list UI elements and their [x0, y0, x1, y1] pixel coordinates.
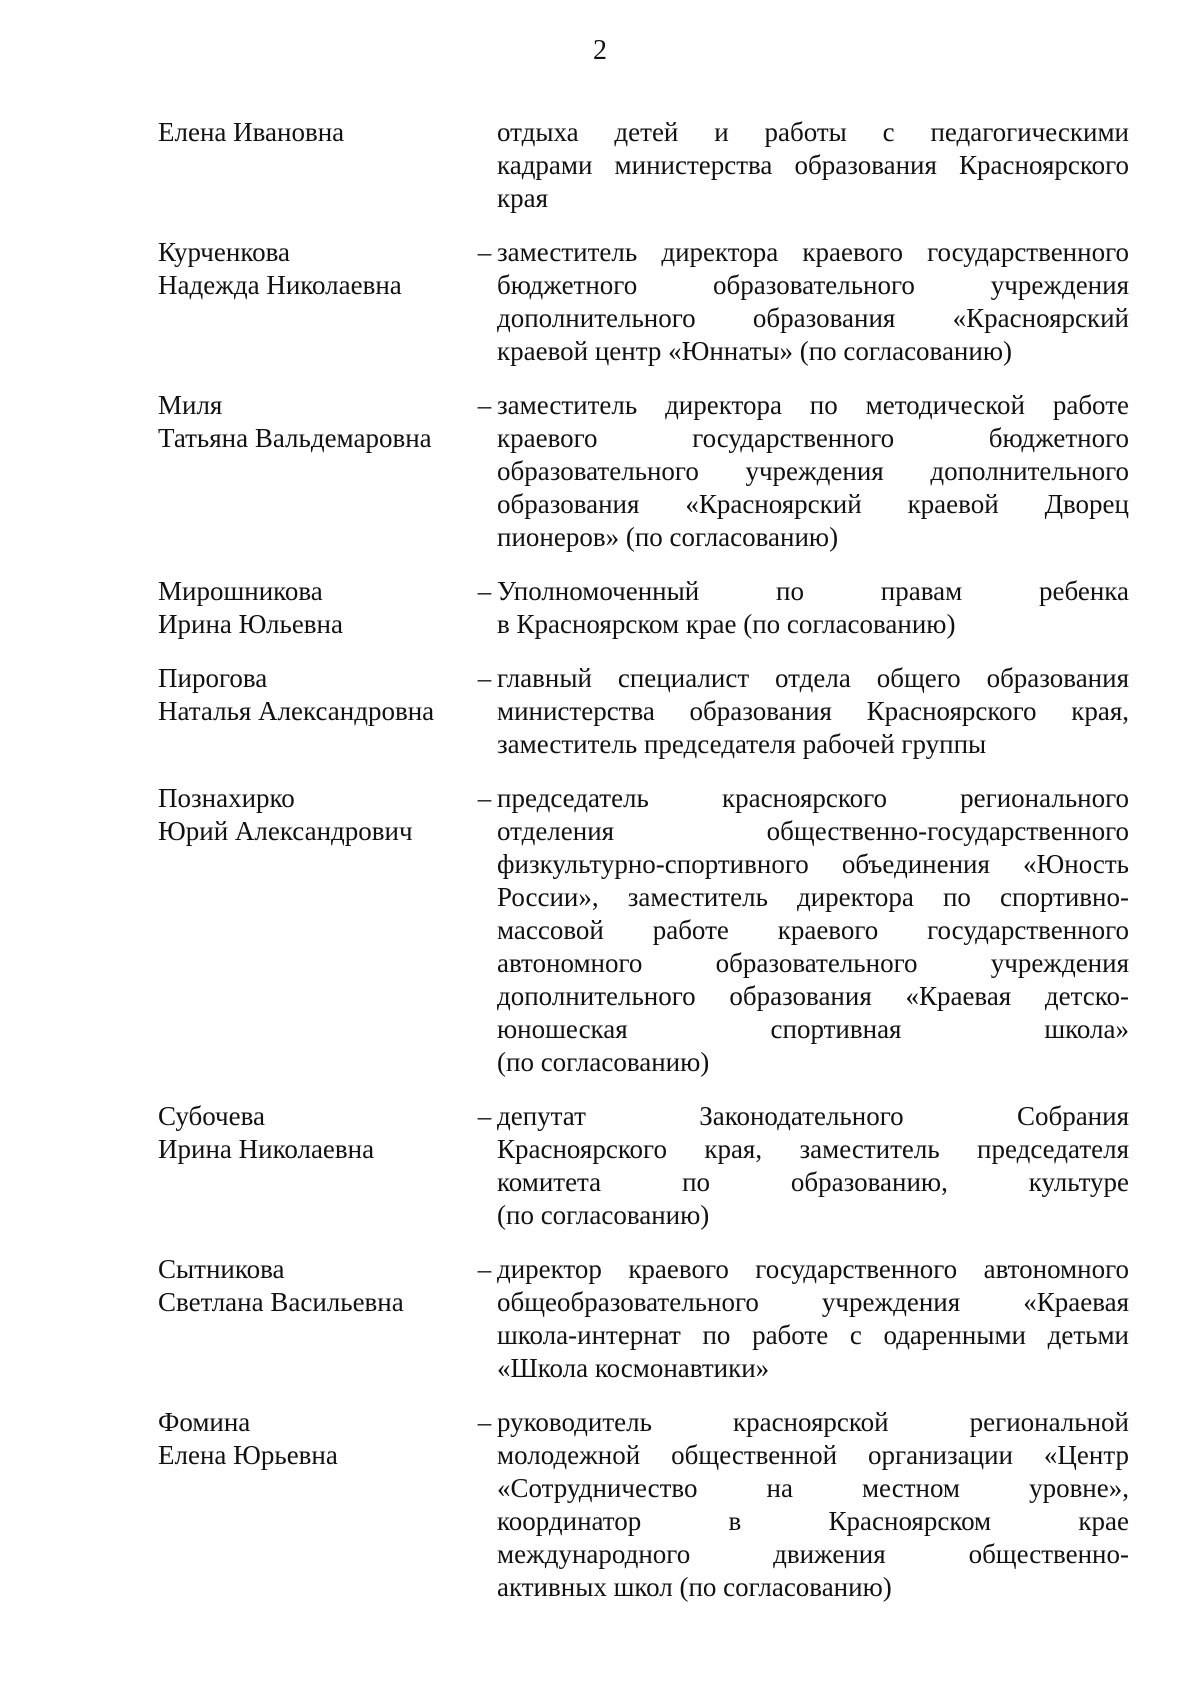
role-line: директор краевого государственного автономного [497, 1254, 1129, 1284]
role-line: образовательного учреждения дополнительного [497, 456, 1129, 486]
member-entry [158, 236, 1132, 368]
role-line: кадрами министерства образования Красноярского [497, 150, 1129, 180]
member-last-name: Познахирко [158, 783, 295, 813]
role-line: общеобразовательного учреждения «Краевая [497, 1287, 1129, 1317]
member-given-names: Надежда Николаевна [158, 270, 402, 300]
role-line: отделения общественно-государственного [497, 816, 1129, 846]
member-role [497, 575, 1129, 641]
dash-separator: – [477, 1254, 492, 1284]
member-entry [158, 116, 1132, 215]
role-line: Уполномоченный по правам ребенка [497, 576, 1129, 606]
member-last-name: Фомина [158, 1407, 251, 1437]
member-last-name: Миля [158, 390, 223, 420]
role-line: в Красноярском крае (по согласованию) [497, 609, 956, 639]
role-line: комитета по образованию, культуре [497, 1167, 1129, 1197]
member-role [497, 1253, 1129, 1385]
member-last-name: Субочева [158, 1101, 265, 1131]
role-line: края [497, 183, 549, 213]
dash-separator: – [477, 576, 492, 606]
member-role [497, 662, 1129, 761]
role-line: краевой центр «Юннаты» (по согласованию) [497, 336, 1012, 366]
role-line: заместитель директора по методической работе [497, 390, 1129, 420]
member-last-name: Сытникова [158, 1254, 285, 1284]
member-entry [158, 662, 1132, 761]
dash-separator: – [477, 663, 492, 693]
role-line: заместитель председателя рабочей группы [497, 729, 987, 759]
dash-separator: – [477, 1407, 492, 1437]
member-name [158, 1100, 468, 1166]
member-given-names: Наталья Александровна [158, 696, 435, 726]
member-given-names: Елена Ивановна [158, 117, 345, 147]
role-line: физкультурно-спортивного объединения «Юность [497, 849, 1129, 879]
member-role [497, 782, 1129, 1079]
member-role [497, 389, 1129, 554]
role-line: молодежной общественной организации «Центр [497, 1440, 1129, 1470]
role-line: (по согласованию) [497, 1047, 710, 1077]
role-line: (по согласованию) [497, 1200, 710, 1230]
member-given-names: Ирина Николаевна [158, 1134, 375, 1164]
member-entry [158, 389, 1132, 554]
role-line: отдыха детей и работы с педагогическими [497, 117, 1129, 147]
role-line: России», заместитель директора по спортивно- [497, 882, 1129, 912]
member-role [497, 236, 1129, 368]
member-role [497, 1100, 1129, 1232]
member-name [158, 389, 468, 455]
role-line: дополнительного образования «Красноярский [497, 303, 1129, 333]
member-entry [158, 782, 1132, 1079]
member-name [158, 116, 468, 149]
role-line: депутат Законодательного Собрания [497, 1101, 1129, 1131]
member-name [158, 575, 468, 641]
dash-separator: – [477, 390, 492, 420]
member-name [158, 662, 468, 728]
member-entry [158, 575, 1132, 641]
role-line: дополнительного образования «Краевая детско- [497, 981, 1129, 1011]
member-name [158, 1253, 468, 1319]
member-given-names: Юрий Александрович [158, 816, 413, 846]
member-given-names: Светлана Васильевна [158, 1287, 404, 1317]
role-line: председатель красноярского регионального [497, 783, 1129, 813]
role-line: пионеров» (по согласованию) [497, 522, 839, 552]
member-role [497, 1406, 1129, 1604]
role-line: главный специалист отдела общего образования [497, 663, 1129, 693]
member-given-names: Ирина Юльевна [158, 609, 343, 639]
member-last-name: Курченкова [158, 237, 290, 267]
dash-separator: – [477, 237, 492, 267]
role-line: руководитель красноярской региональной [497, 1407, 1129, 1437]
member-entry [158, 1253, 1132, 1385]
role-line: заместитель директора краевого государственного [497, 237, 1129, 267]
role-line: краевого государственного бюджетного [497, 423, 1129, 453]
page-number: 2 [593, 35, 607, 66]
member-last-name: Пирогова [158, 663, 268, 693]
member-entry [158, 1100, 1132, 1232]
member-last-name: Мирошникова [158, 576, 323, 606]
member-given-names: Елена Юрьевна [158, 1440, 338, 1470]
member-name [158, 782, 468, 848]
member-entry [158, 1406, 1132, 1604]
role-line: школа-интернат по работе с одаренными детьми [497, 1320, 1129, 1350]
role-line: массовой работе краевого государственного [497, 915, 1129, 945]
role-line: «Школа космонавтики» [497, 1353, 770, 1383]
role-line: бюджетного образовательного учреждения [497, 270, 1129, 300]
member-given-names: Татьяна Вальдемаровна [158, 423, 432, 453]
role-line: координатор в Красноярском крае [497, 1506, 1129, 1536]
member-role [497, 116, 1129, 215]
members-list [158, 116, 1132, 1625]
dash-separator: – [477, 783, 492, 813]
dash-separator: – [477, 1101, 492, 1131]
role-line: «Сотрудничество на местном уровне», [497, 1473, 1129, 1503]
member-name [158, 236, 468, 302]
role-line: юношеская спортивная школа» [497, 1014, 1129, 1044]
role-line: образования «Красноярский краевой Дворец [497, 489, 1129, 519]
role-line: международного движения общественно- [497, 1539, 1129, 1569]
role-line: министерства образования Красноярского края, [497, 696, 1129, 726]
role-line: активных школ (по согласованию) [497, 1572, 892, 1602]
member-name [158, 1406, 468, 1472]
role-line: Красноярского края, заместитель председателя [497, 1134, 1129, 1164]
role-line: автономного образовательного учреждения [497, 948, 1129, 978]
